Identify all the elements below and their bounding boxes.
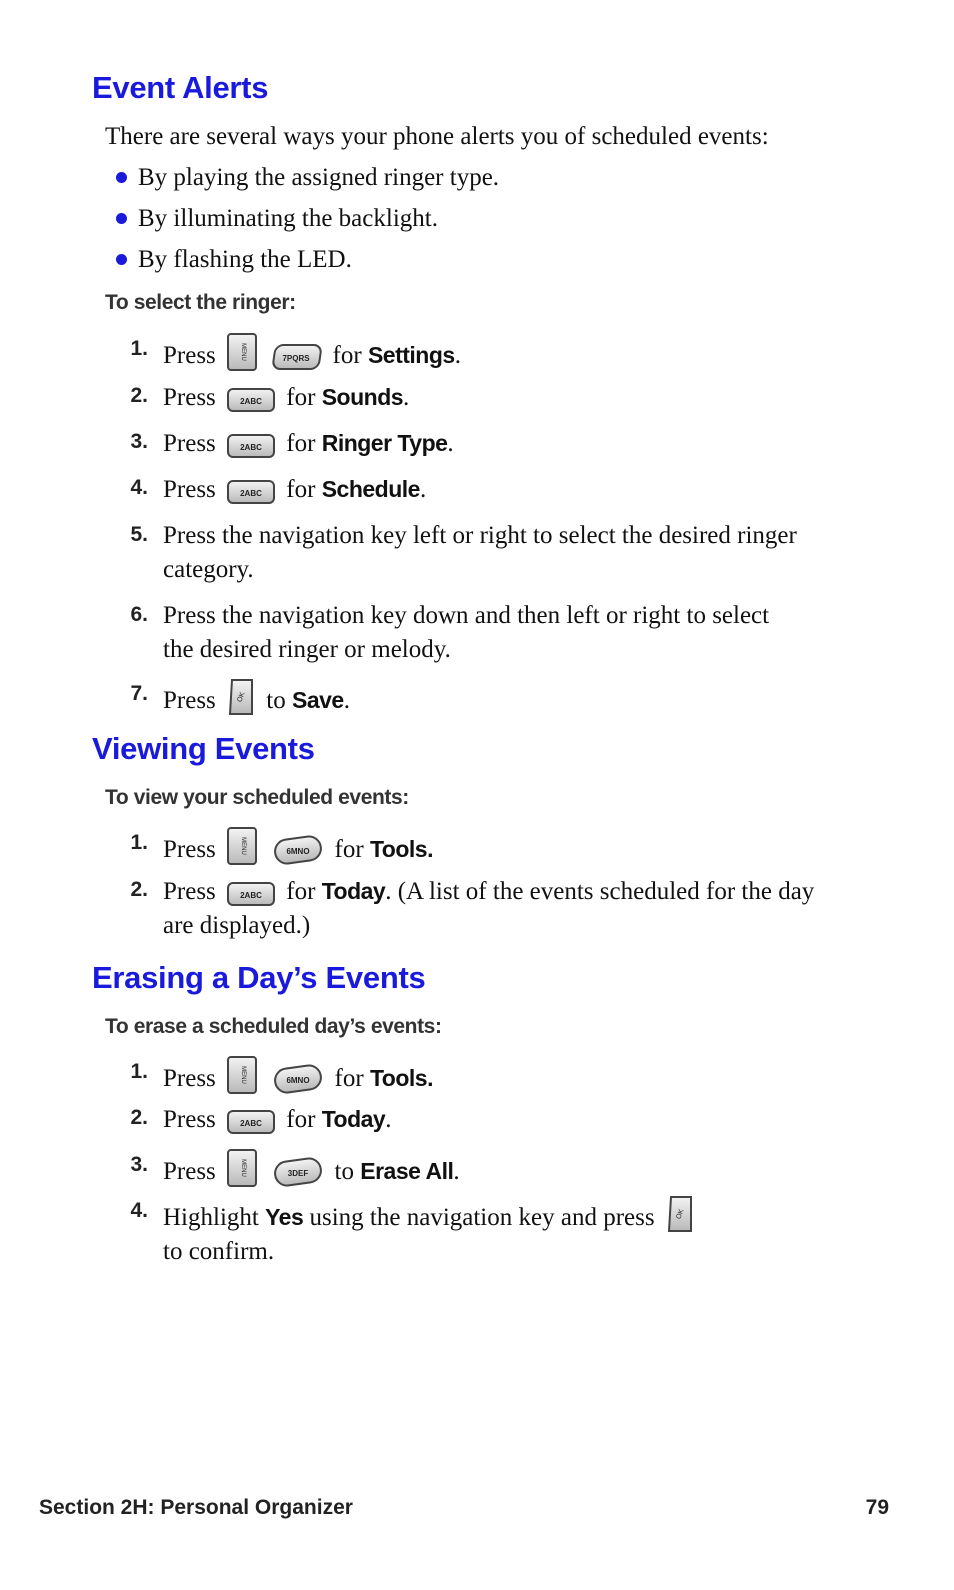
2abc-key-icon <box>226 433 276 459</box>
step-number: 4. <box>130 476 148 499</box>
step-number: 5. <box>130 523 148 546</box>
step-item: 4. Press 2ABC for Schedule. <box>0 472 954 512</box>
6mno-key-icon <box>272 1064 324 1094</box>
svg-text:MENU: MENU <box>240 1066 247 1084</box>
bullet-dot-icon <box>116 254 127 265</box>
2abc-key-icon <box>226 881 276 907</box>
step-item: 2. Press 2ABC for Today. (A list of the events scheduled for the day are displayed.) <box>0 874 954 944</box>
svg-text:7PQRS: 7PQRS <box>282 354 310 363</box>
step-number: 1. <box>130 1060 148 1083</box>
2abc-key-icon <box>226 1109 276 1135</box>
menu-term: Settings <box>367 342 455 368</box>
subheading-erase-events: To erase a scheduled day’s events: <box>105 1015 442 1038</box>
menu-term: Sounds <box>321 384 404 410</box>
7pqrs-key-icon <box>272 343 322 371</box>
svg-text:OK: OK <box>675 1208 686 1221</box>
bullet-item: By illuminating the backlight. <box>116 205 438 233</box>
step-number: 2. <box>130 384 148 407</box>
2abc-key-icon <box>226 387 276 413</box>
step-item: 1. Press MENU 7PQRS for Settings. <box>0 333 954 373</box>
menu-term: Save <box>292 687 344 713</box>
step-item: 3. Press 2ABC for Ringer Type. <box>0 426 954 466</box>
page-number: 79 <box>865 1496 889 1519</box>
bullet-dot-icon <box>116 213 127 224</box>
section-title-erasing-events: Erasing a Day’s Events <box>92 960 426 995</box>
step-number: 1. <box>130 337 148 360</box>
step-item: 7. Press OK to Save. <box>0 678 954 718</box>
svg-text:OK: OK <box>236 691 247 704</box>
svg-text:2ABC: 2ABC <box>240 1119 262 1128</box>
menu-key-icon <box>226 1149 258 1187</box>
svg-text:2ABC: 2ABC <box>240 489 262 498</box>
3def-key-icon <box>272 1157 324 1187</box>
section-title-event-alerts: Event Alerts <box>92 70 269 105</box>
svg-text:MENU: MENU <box>240 837 247 855</box>
menu-term: Tools. <box>369 836 433 862</box>
svg-text:6MNO: 6MNO <box>286 847 310 856</box>
footer-section-label: Section 2H: Personal Organizer <box>39 1496 353 1519</box>
ok-key-icon <box>226 678 256 716</box>
step-item: 3. Press MENU 3DEF to Erase All. <box>0 1149 954 1189</box>
menu-term: Yes <box>265 1204 304 1230</box>
step-item: 6. Press the navigation key down and then left or right to select the desired ringer or melody. <box>0 599 954 669</box>
step-item: 2. Press 2ABC for Sounds. <box>0 380 954 420</box>
step-item: 1. Press MENU 6MNO for Tools. <box>0 1056 954 1096</box>
step-item: 5. Press the navigation key left or right to select the desired ringer category. <box>0 519 954 589</box>
6mno-key-icon <box>272 835 324 865</box>
2abc-key-icon <box>226 479 276 505</box>
intro-paragraph: There are several ways your phone alerts you of scheduled events: <box>105 123 769 150</box>
step-number: 6. <box>130 603 148 626</box>
section-title-viewing-events: Viewing Events <box>92 731 315 766</box>
menu-key-icon <box>226 333 258 371</box>
subheading-view-events: To view your scheduled events: <box>105 786 409 809</box>
step-number: 2. <box>130 878 148 901</box>
menu-key-icon <box>226 827 258 865</box>
menu-term: Today <box>321 1106 386 1132</box>
menu-term: Tools. <box>369 1065 433 1091</box>
subheading-select-ringer: To select the ringer: <box>105 291 296 314</box>
menu-term: Ringer Type <box>321 430 448 456</box>
svg-text:2ABC: 2ABC <box>240 443 262 452</box>
step-number: 7. <box>130 682 148 705</box>
bullet-item: By flashing the LED. <box>116 246 352 274</box>
menu-term: Schedule <box>321 476 420 502</box>
svg-text:MENU: MENU <box>240 1159 247 1177</box>
bullet-item: By playing the assigned ringer type. <box>116 164 499 192</box>
step-number: 4. <box>130 1199 148 1222</box>
step-number: 2. <box>130 1106 148 1129</box>
svg-text:MENU: MENU <box>240 343 247 361</box>
step-number: 3. <box>130 430 148 453</box>
step-item: 1. Press MENU 6MNO for Tools. <box>0 827 954 867</box>
step-item: 2. Press 2ABC for Today. <box>0 1102 954 1142</box>
step-number: 3. <box>130 1153 148 1176</box>
svg-text:2ABC: 2ABC <box>240 397 262 406</box>
menu-key-icon <box>226 1056 258 1094</box>
menu-term: Today <box>321 878 386 904</box>
ok-key-icon <box>665 1195 695 1233</box>
svg-text:6MNO: 6MNO <box>286 1076 310 1085</box>
svg-text:2ABC: 2ABC <box>240 891 262 900</box>
menu-term: Erase All <box>360 1158 454 1184</box>
svg-text:3DEF: 3DEF <box>288 1169 309 1178</box>
step-item: 4. Highlight Yes using the navigation key and press OK to confirm. <box>0 1195 954 1265</box>
bullet-dot-icon <box>116 172 127 183</box>
step-number: 1. <box>130 831 148 854</box>
